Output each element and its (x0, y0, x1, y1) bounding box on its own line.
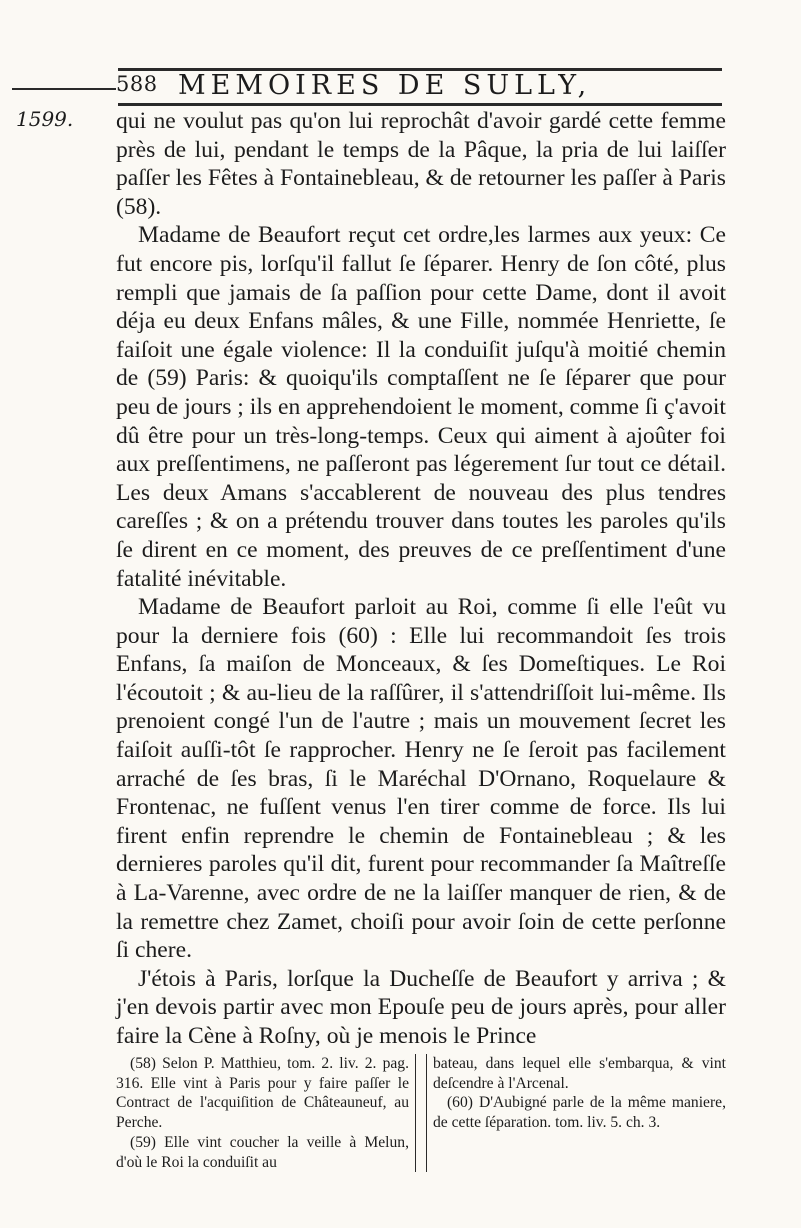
margin-rule (12, 88, 116, 90)
paragraph: J'étois à Paris, lorſque la Ducheſſe de Beaufort y arriva ; & j'en devois partir avec mon Epouſe peu de jours après, pour aller faire la Cène à Roſny, où je menois le Prince (116, 965, 726, 1049)
running-title: MEMOIRES DE SULLY, (178, 70, 592, 101)
main-text (116, 107, 726, 1051)
footnote: (58) Selon P. Matthieu, tom. 2. liv. 2. pag. 316. Elle vint à Paris pour y faire paſſer le Contract de l'acquiſition de Châteauneuf, au Perche. (116, 1055, 410, 1132)
footnotes-right-column (433, 1054, 726, 1172)
footnotes (116, 1054, 726, 1172)
paragraph: Madame de Beaufort reçut cet ordre,les larmes aux yeux: Ce fut encore pis, lorſqu'il fallut ſe ſéparer. Henry de ſon côté, plus rempli que jamais de ſa paſſion pour cette Dame, dont il avoit déja eu deux Enfans mâles, & une Fille, nommée Henriette, ſe faiſoit une égale violence: Il la conduiſit juſqu'à moitié chemin de (59) Paris: & quoiqu'ils comptaſſent ne ſe ſéparer que pour peu de jours ; ils en apprehendoient le moment, comme ſi ç'avoit dû être pour un très-long-temps. Ceux qui aiment à ajoûter foi aux preſſentimens, ne paſſeront pas légerement ſur tout ce détail. Les deux Amans s'accablerent de nouveau des plus tendres careſſes ; & on a prétendu trouver dans toutes les paroles qu'ils ſe dirent en ce moment, des preuves de ce preſſentiment d'une fatalité inévitable. (116, 222, 726, 592)
paragraph: qui ne voulut pas qu'on lui reprochât d'avoir gardé cette femme près de lui, pendant le temps de la Pâque, la pria de lui laiſſer paſſer les Fêtes à Fontainebleau, & de retourner les paſſer à Paris (58). (116, 108, 726, 220)
footnotes-left-column (116, 1054, 409, 1172)
margin-year: 1599. (16, 107, 74, 131)
paragraph: Madame de Beaufort parloit au Roi, comme ſi elle l'eût vu pour la derniere fois (60) : Elle lui recommandoit ſes trois Enfans, ſa maiſon de Monceaux, & ſes Domeſtiques. Le Roi l'écoutoit ; & au-lieu de la raſſûrer, il s'attendriſſoit lui-même. Ils prenoient congé l'un de l'autre ; mais un mouvement ſecret les faiſoit auſſi-tôt ſe rapprocher. Henry ne ſe ſeroit pas facilement arraché de ſes bras, ſi le Maréchal D'Ornano, Roquelaure & Frontenac, ne fuſſent venus l'en tirer comme de force. Ils lui firent enfin reprendre le chemin de Fontainebleau ; & les dernieres paroles qu'il dit, furent pour recommander ſa Maîtreſſe à La-Varenne, avec ordre de ne la laiſſer manquer de rien, & de la remettre chez Zamet, choiſi pour avoir ſoin de cette perſonne ſi chere. (116, 594, 726, 964)
column-divider (415, 1054, 416, 1172)
footnote: bateau, dans lequel elle s'embarqua, & vint deſcendre à l'Arcenal. (432, 1055, 726, 1092)
header-rule (118, 103, 722, 106)
page-number: 588 (116, 72, 158, 96)
footnote: (60) D'Aubigné parle de la même maniere, de cette ſéparation. tom. liv. 5. ch. 3. (432, 1094, 726, 1132)
column-divider (426, 1054, 427, 1172)
footnote: (59) Elle vint coucher la veille à Melun, d'où le Roi la conduiſit au (116, 1133, 410, 1171)
